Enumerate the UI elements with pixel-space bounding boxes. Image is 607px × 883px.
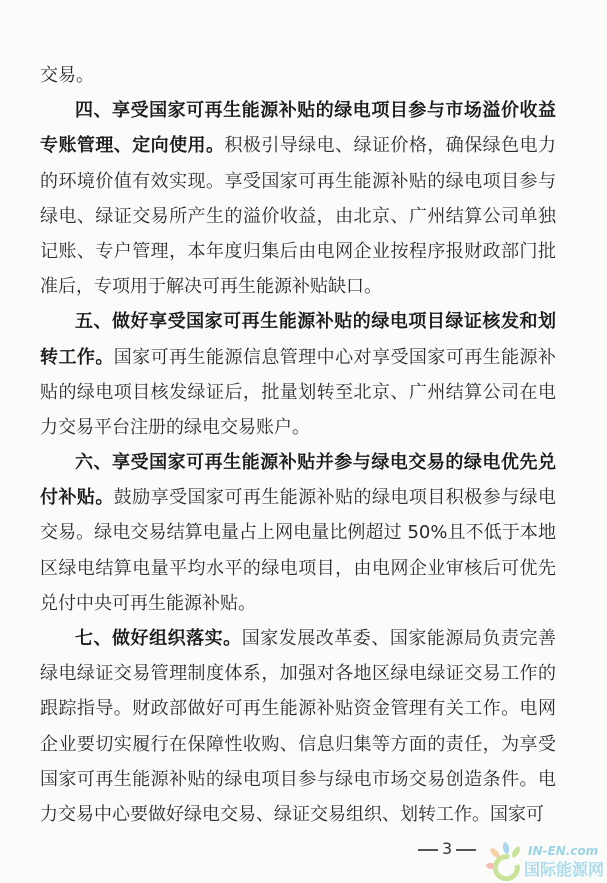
text-line [40, 586, 556, 621]
text-line [40, 621, 556, 656]
text-line [40, 797, 556, 832]
section-heading: 付补贴。 [40, 487, 114, 509]
text-line [40, 164, 556, 199]
section-heading: 转工作。 [40, 346, 114, 368]
body-text: 鼓励享受国家可再生能源补贴的绿电项目积极参与绿电 [113, 487, 557, 509]
text-line [40, 58, 556, 93]
body-text: 贴的绿电项目核发绿证后，批量划转至北京、广州结算公司在电 [40, 381, 556, 403]
page-number [414, 840, 480, 858]
text-line [40, 515, 556, 550]
paragraph [40, 304, 556, 445]
body-text: 的环境价值有效实现。享受国家可再生能源补贴的绿电项目参与 [40, 170, 556, 192]
paragraph [40, 445, 556, 621]
text-line [40, 128, 556, 163]
document-body [40, 58, 556, 832]
text-line [40, 762, 556, 797]
body-text: 国家可再生能源信息管理中心对享受国家可再生能源补 [113, 346, 557, 368]
watermark-en: IN-EN.com [528, 844, 599, 858]
section-heading: 四、享受国家可再生能源补贴的绿电项目参与市场溢价收益 [75, 100, 556, 122]
text-line [40, 199, 556, 234]
paragraph [40, 58, 556, 93]
body-text: 积极引导绿电、绿证价格，确保绿色电力 [224, 135, 557, 157]
text-line [40, 691, 556, 726]
section-heading: 六、享受国家可再生能源补贴并参与绿电交易的绿电优先兑 [75, 452, 556, 474]
paragraph [40, 621, 556, 832]
body-text: 绿电、绿证交易所产生的溢价收益，由北京、广州结算公司单独 [40, 205, 556, 227]
text-line [40, 480, 556, 515]
body-text: 跟踪指导。财政部做好可再生能源补贴资金管理有关工作。电网 [40, 698, 556, 720]
paragraph [40, 93, 556, 304]
text-line [40, 656, 556, 691]
body-text: 企业要切实履行在保障性收购、信息归集等方面的责任，为享受 [40, 733, 556, 755]
text-line [40, 93, 556, 128]
body-text: 兑付中央可再生能源补贴。 [40, 592, 256, 614]
body-text: 绿电绿证交易管理制度体系，加强对各地区绿电绿证交易工作的 [40, 663, 556, 685]
watermark-logo [484, 838, 607, 883]
body-text: 区绿电结算电量平均水平的绿电项目，由电网企业审核后可优先 [40, 557, 556, 579]
text-line [40, 727, 556, 762]
dash [418, 849, 438, 851]
dash [456, 849, 476, 851]
page-number-text: 3 [442, 839, 453, 858]
text-line [40, 375, 556, 410]
text-line [40, 340, 556, 375]
body-text: 准后，专项用于解决可再生能源补贴缺口。 [40, 276, 382, 298]
body-text: 国家发展改革委、国家能源局负责完善 [241, 628, 557, 649]
text-line [40, 445, 556, 480]
text-line [40, 269, 556, 304]
body-text: 力交易平台注册的绿电交易账户。 [40, 416, 310, 438]
section-heading: 五、做好享受国家可再生能源补贴的绿电项目绿证核发和划 [75, 311, 556, 333]
body-text: 力交易中心要做好绿电交易、绿证交易组织、划转工作。国家可 [40, 803, 544, 825]
body-text: 记账、专户管理，本年度归集后由电网企业按程序报财政部门批 [40, 240, 556, 262]
leaf-logo-icon [484, 838, 524, 883]
text-line [40, 551, 556, 586]
text-line [40, 304, 556, 339]
body-text: 交易。绿电交易结算电量占上网电量比例超过 50%且不低于本地 [40, 522, 556, 544]
section-heading: 七、做好组织落实。 [75, 628, 242, 649]
text-line [40, 234, 556, 269]
body-text: 交易。 [40, 65, 94, 86]
section-heading: 专账管理、定向使用。 [40, 135, 225, 157]
watermark-cn: 国际能源网 [524, 860, 605, 879]
body-text: 国家可再生能源补贴的绿电项目参与绿电市场交易创造条件。电 [40, 768, 556, 790]
text-line [40, 410, 556, 445]
